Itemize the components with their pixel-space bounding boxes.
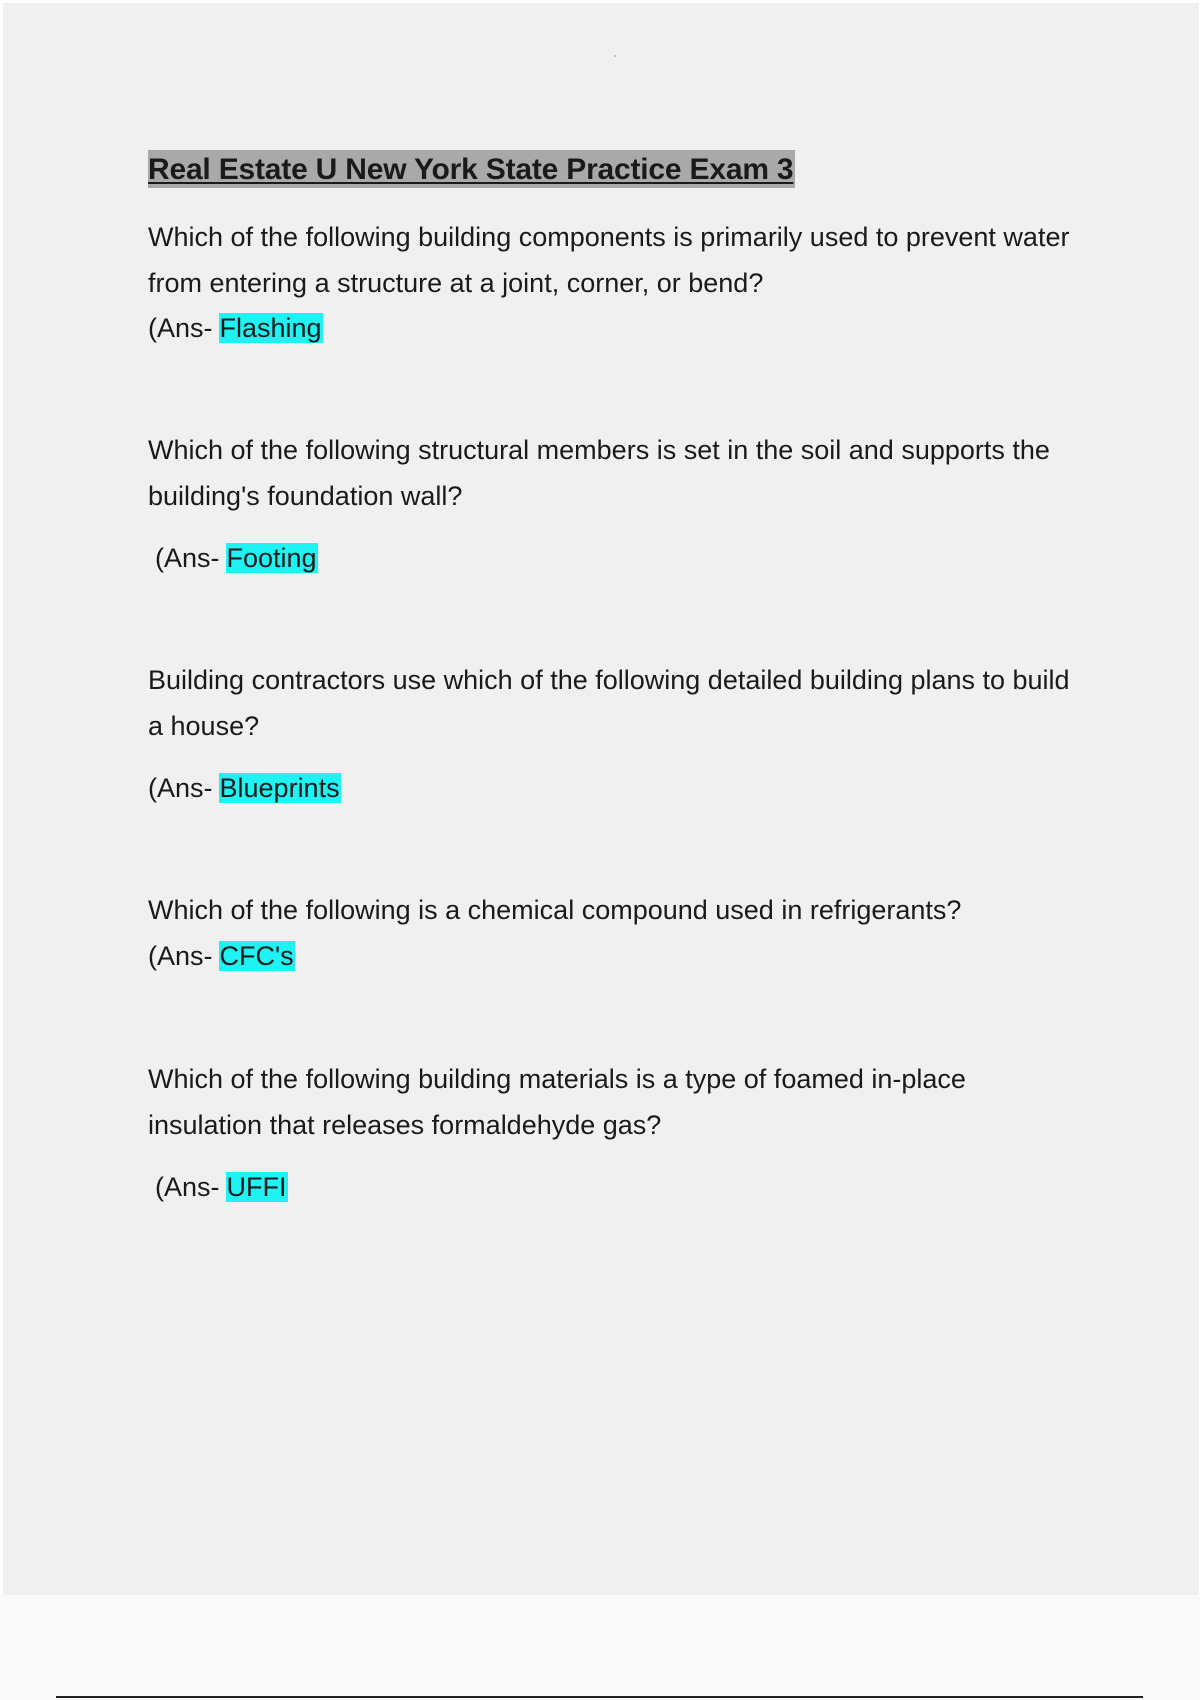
- question-2: [148, 428, 1078, 519]
- page-footer-area: [0, 1595, 1200, 1700]
- document-title: Real Estate U New York State Practice Exam 3: [148, 150, 795, 188]
- question-1-text: Which of the following building components is primarily used to prevent water from entering a structure at a joint, corner, or bend?: [148, 222, 1070, 298]
- answer-1-line: [148, 306, 1078, 352]
- question-4: [148, 888, 1078, 979]
- answer-3-prefix: (Ans-: [148, 773, 213, 803]
- answer-1-prefix: (Ans-: [148, 313, 213, 343]
- question-1: [148, 215, 1078, 352]
- answer-3-line: [148, 766, 341, 812]
- answer-1-text: Flashing: [219, 313, 322, 343]
- answer-2-text: Footing: [226, 543, 317, 573]
- answer-5-text: UFFI: [226, 1172, 287, 1202]
- answer-3-text: Blueprints: [219, 773, 340, 803]
- answer-2-line: [155, 536, 318, 582]
- question-3: [148, 658, 1078, 749]
- answer-5-prefix: (Ans-: [155, 1172, 220, 1202]
- page-speck: [614, 55, 616, 57]
- answer-5-line: [155, 1165, 288, 1211]
- answer-4-line: [148, 934, 1078, 980]
- answer-2-prefix: (Ans-: [155, 543, 220, 573]
- answer-4-prefix: (Ans-: [148, 940, 213, 971]
- question-5: [148, 1057, 1078, 1148]
- question-2-text: Which of the following structural members is set in the soil and supports the building's foundation wall?: [148, 435, 1050, 511]
- answer-4-text: CFC's: [219, 940, 294, 971]
- footer-divider: [56, 1696, 1143, 1698]
- question-3-text: Building contractors use which of the following detailed building plans to build a house?: [148, 665, 1070, 741]
- question-4-text: Which of the following is a chemical compound used in refrigerants?: [148, 895, 962, 925]
- question-5-text: Which of the following building materials is a type of foamed in-place insulation that releases formaldehyde gas?: [148, 1064, 966, 1140]
